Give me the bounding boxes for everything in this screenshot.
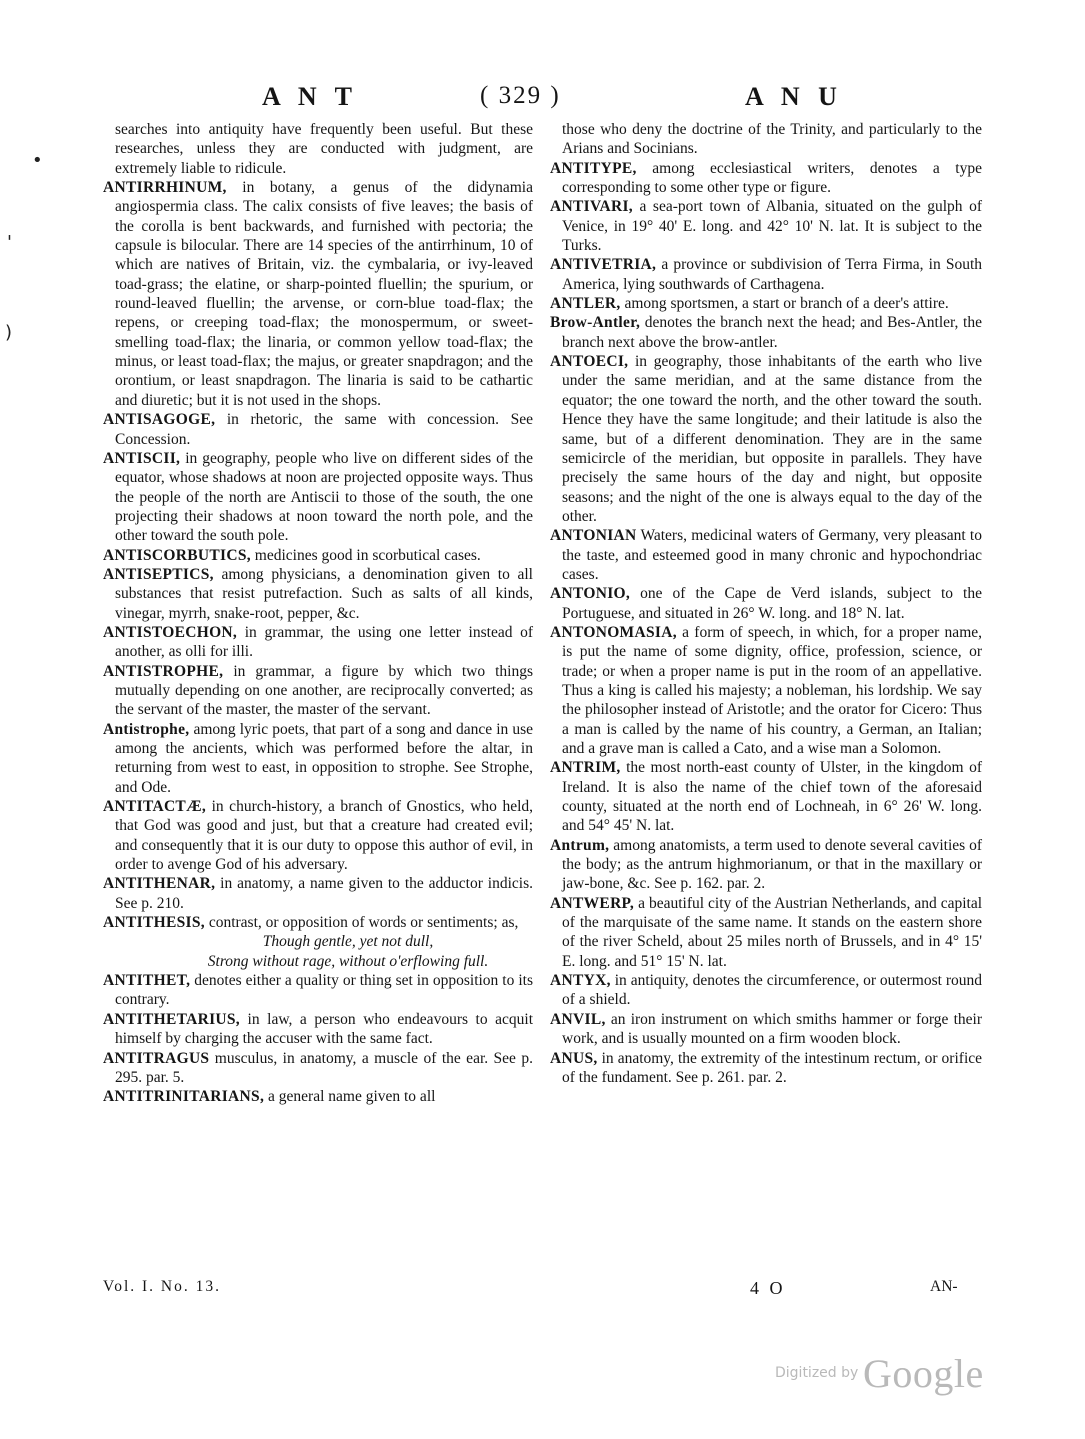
- dictionary-entry: [550, 623, 982, 758]
- header-right: A N U: [745, 82, 843, 111]
- entry-text: in church-history, a branch of Gnostics, who held, that God was good and just, but that a creature had created evil; and consequently that it is our duty to oppose this author of evil, in order to avenge God of his adversary.: [115, 798, 534, 874]
- entry-text: searches into antiquity have frequently been useful. But these researches, unless they are conducted with judgment, are extremely liable to ridicule.: [115, 121, 533, 177]
- entry-headword: ANTRIM,: [550, 759, 621, 777]
- entry-text: in anatomy, the extremity of the intestinum rectum, or orifice of the fundament. See p. 261. par. 2.: [562, 1049, 983, 1086]
- google-logo: Google: [863, 1351, 984, 1396]
- entry-text: among anatomists, a term used to denote several cavities of the body; as the antrum highmorianum, or that in the maxillary or jaw-bone, &c. See p. 162. par. 2.: [562, 836, 982, 893]
- dictionary-entry: [550, 255, 982, 294]
- signature-mark: 4 O: [750, 1278, 786, 1298]
- entry-headword: ANTISTROPHE,: [103, 662, 224, 680]
- entry-text: in antiquity, denotes the circumference, or outermost round of a shield.: [562, 972, 982, 1009]
- dictionary-entry: [550, 584, 982, 623]
- entry-headword: ANTITYPE,: [550, 159, 637, 177]
- margin-tick: ': [7, 232, 12, 253]
- entry-headword: Antistrophe,: [103, 720, 190, 738]
- dictionary-entry: [550, 313, 982, 352]
- entry-text: musculus, in anatomy, a muscle of the ear. See p. 295. par. 5.: [115, 1049, 533, 1086]
- entry-text: one of the Cape de Verd islands, subject to the Portuguese, and situated in 26° W. long. and 18° N. lat.: [562, 585, 982, 622]
- entry-headword: ANTITHENAR,: [103, 875, 216, 893]
- dictionary-entry: [550, 120, 982, 159]
- margin-dot: •: [32, 150, 43, 171]
- entry-headword: ANTITHET,: [103, 972, 191, 990]
- entry-text: a form of speech, in which, for a proper name, is put the name of some dignity, office, profession, science, or trade; or when a proper name is put in the room of an appellative. Thus a king is called his majesty; a nobleman, his lordship. We say the philosopher instead of Aristotle; and the orator for Cicero: Thus a man is called by the name of his country, a German, an Italian; and a grave man is called a Cato, and a wise man a Solomon.: [562, 623, 983, 757]
- dictionary-entry: [103, 1087, 533, 1106]
- entry-headword: ANTONIAN: [550, 527, 637, 545]
- verse-line: Strong without rage, without o'erflowing full.: [207, 952, 489, 970]
- entry-text: a beautiful city of the Austrian Netherlands, and capital of the marquisate of the same name. It stands on the eastern shore of the river Scheld, about 25 miles north of Brussels, and in 4° 15' E. long. and 51° 15' N. lat.: [562, 894, 983, 970]
- dictionary-entry: [550, 1010, 982, 1049]
- entry-headword: ANTIRRHINUM,: [103, 179, 227, 197]
- entry-text: a sea-port town of Albania, situated on the gulph of Venice, in 19° 40' E. long. and 42° 10' N. lat. It is subject to the Turks.: [562, 198, 982, 255]
- entry-text: Waters, medicinal waters of Germany, very pleasant to the taste, and esteemed good in many chronic and hypochondriac cases.: [562, 527, 982, 583]
- entry-headword: ANTWERP,: [550, 894, 635, 912]
- entry-text: denotes the branch next the head; and Bes-Antler, the branch next above the brow-antler.: [562, 314, 982, 351]
- dictionary-entry: [550, 352, 982, 526]
- dictionary-entry: [550, 1049, 982, 1088]
- entry-headword: ANTITACTÆ,: [103, 798, 207, 816]
- entry-text: a province or subdivision of Terra Firma, in South America, lying southwards of Carthagena.: [562, 256, 983, 293]
- entry-text: in geography, people who live on different sides of the equator, whose shadows at noon are projected opposite ways. Thus the people of the north are Antiscii to those of the south, the one projecting their shadows at noon toward the north pole, and the other toward the south pole.: [115, 449, 534, 545]
- left-column: [103, 120, 533, 1107]
- dictionary-entry: [103, 797, 533, 874]
- entry-text: contrast, or opposition of words or sentiments; as,: [208, 914, 519, 932]
- entry-headword: ANTIVARI,: [550, 198, 633, 216]
- dictionary-entry: [103, 623, 533, 662]
- entry-text: the most north-east county of Ulster, in the kingdom of Ireland. It is also the name of the chief town of the aforesaid county, situated at the north end of Lochneah, in 6° 26' W. long. and 54° 45' N. lat.: [562, 759, 982, 835]
- entry-text: in grammar, a figure by which two things mutually depending on one another, are reciprocally converted; as the servant of the master, the master of the servant.: [115, 662, 534, 719]
- entry-headword: ANTONOMASIA,: [550, 623, 677, 641]
- dictionary-entry: [103, 565, 533, 623]
- dictionary-entry: [103, 546, 533, 565]
- entry-headword: ANTITHETARIUS,: [103, 1010, 240, 1028]
- entry-headword: ANTITHESIS,: [103, 914, 205, 932]
- entry-headword: ANTOECI,: [550, 353, 629, 371]
- dictionary-entry: [103, 913, 533, 932]
- dictionary-entry: [103, 410, 533, 449]
- entry-text: among lyric poets, that part of a song and dance in use among the ancients, which was performed before the altar, in returning from west to east, in opposition to strophe. See Strophe, and Ode.: [115, 720, 533, 796]
- dictionary-entry: [103, 971, 533, 1010]
- entry-text: in anatomy, a name given to the adductor indicis. See p. 210.: [115, 875, 533, 912]
- entry-text: in grammar, the using one letter instead of another, as olli for illi.: [115, 623, 533, 661]
- entry-headword: ANTONIO,: [550, 585, 631, 603]
- entry-text: in rhetoric, the same with concession. See Concession.: [115, 411, 534, 448]
- right-column: [550, 120, 982, 1087]
- entry-headword: ANTLER,: [550, 295, 621, 313]
- dictionary-entry: [103, 720, 533, 797]
- margin-bracket: ): [5, 322, 13, 343]
- header-left: A N T: [262, 82, 358, 111]
- entry-text: those who deny the doctrine of the Trinity, and particularly to the Arians and Socinians.: [562, 121, 982, 158]
- dictionary-entry: [550, 836, 982, 894]
- entry-text: in law, a person who endeavours to acquit himself by charging the accuser with the same fact.: [115, 1010, 534, 1048]
- entry-text: a general name given to all: [268, 1088, 436, 1106]
- dictionary-entry: [103, 178, 533, 410]
- entry-headword: ANTYX,: [550, 972, 611, 990]
- dictionary-entry: [103, 449, 533, 546]
- entry-headword: Brow-Antler,: [550, 314, 641, 332]
- dictionary-entry: [550, 758, 982, 835]
- entry-text: among physicians, a denomination given to all substances that resist putrefaction. Such as salts of all kinds, vinegar, myrrh, snake-root, pepper, &c.: [115, 565, 533, 622]
- entry-headword: ANTISEPTICS,: [103, 565, 214, 583]
- dictionary-entry: [103, 874, 533, 913]
- verse-line: Though gentle, yet not dull,: [262, 933, 434, 951]
- volume-line: Vol. I. No. 13.: [103, 1278, 221, 1295]
- dictionary-entry: [550, 294, 982, 313]
- entry-text: among ecclesiastical writers, denotes a type corresponding to some other type or figure.: [562, 159, 982, 197]
- entry-headword: ANTISCORBUTICS,: [103, 546, 251, 564]
- dictionary-entry: [103, 1049, 533, 1088]
- dictionary-entry: [550, 894, 982, 971]
- dictionary-entry: [550, 159, 982, 198]
- entry-text: in botany, a genus of the didynamia angiospermia class. The calix consists of five leaves; the basis of the corolla is bent backwards, and furnished with pectoria; the capsule is bilocular. There are 14 species of the antirrhinum, 10 of which are natives of Britain, viz. the cymbalaria, or ivy-leaved toad-grass; the elatine, or sharp-pointed fluellin; the spurium, or round-leaved fluellin; the arvense, or corn-blue toad-flax; the repens, or creeping toad-flax; the monospermum, or sweet-smelling toad-flax; the linaria, or common yellow toad-flax; the minus, or least toad-flax; the majus, or greater snapdragon; and the orontium, or least snapdragon. The linaria is said to be cathartic and diuretic; but it is not used in the shops.: [115, 179, 533, 409]
- entry-headword: ANTISAGOGE,: [103, 411, 216, 429]
- dictionary-entry: [550, 526, 982, 584]
- dictionary-entry: [103, 1010, 533, 1049]
- entry-headword: ANTITRINITARIANS,: [103, 1088, 265, 1106]
- entry-headword: ANTIVETRIA,: [550, 256, 657, 274]
- entry-text: denotes either a quality or thing set in opposition to its contrary.: [115, 972, 533, 1009]
- entry-text: in geography, those inhabitants of the earth who live under the same meridian, and at the same distance from the equator; the one toward the north, and the other toward the south. Hence they have the same longitude; and their latitude is also the same, but of a different denomination. They are in the same semicircle of the meridian, but opposite in parallels. They have precisely the same hours of the day and night, but opposite seasons; and the night of the one is always equal to the day of the other.: [562, 353, 983, 525]
- dictionary-entry: [103, 662, 533, 720]
- entry-text: among sportsmen, a start or branch of a deer's attire.: [624, 295, 949, 313]
- catchword: AN-: [930, 1278, 958, 1295]
- entry-headword: ANUS,: [550, 1049, 598, 1067]
- running-header: [0, 82, 1085, 118]
- dictionary-entry: [550, 197, 982, 255]
- dictionary-entry: [550, 971, 982, 1010]
- entry-headword: Antrum,: [550, 836, 610, 854]
- entry-headword: ANTITRAGUS: [103, 1049, 210, 1067]
- entry-text: medicines good in scorbutical cases.: [254, 546, 481, 564]
- entry-headword: ANTISTOECHON,: [103, 623, 238, 641]
- entry-headword: ANTISCII,: [103, 449, 181, 467]
- dictionary-entry: [103, 120, 533, 178]
- digitized-by-label: Digitized by: [775, 1365, 859, 1381]
- page-number: ( 329 ): [480, 82, 561, 109]
- entry-headword: ANVIL,: [550, 1010, 606, 1028]
- entry-text: an iron instrument on which smiths hammer or forge their work, and is usually mounted on a firm wooden block.: [562, 1010, 982, 1048]
